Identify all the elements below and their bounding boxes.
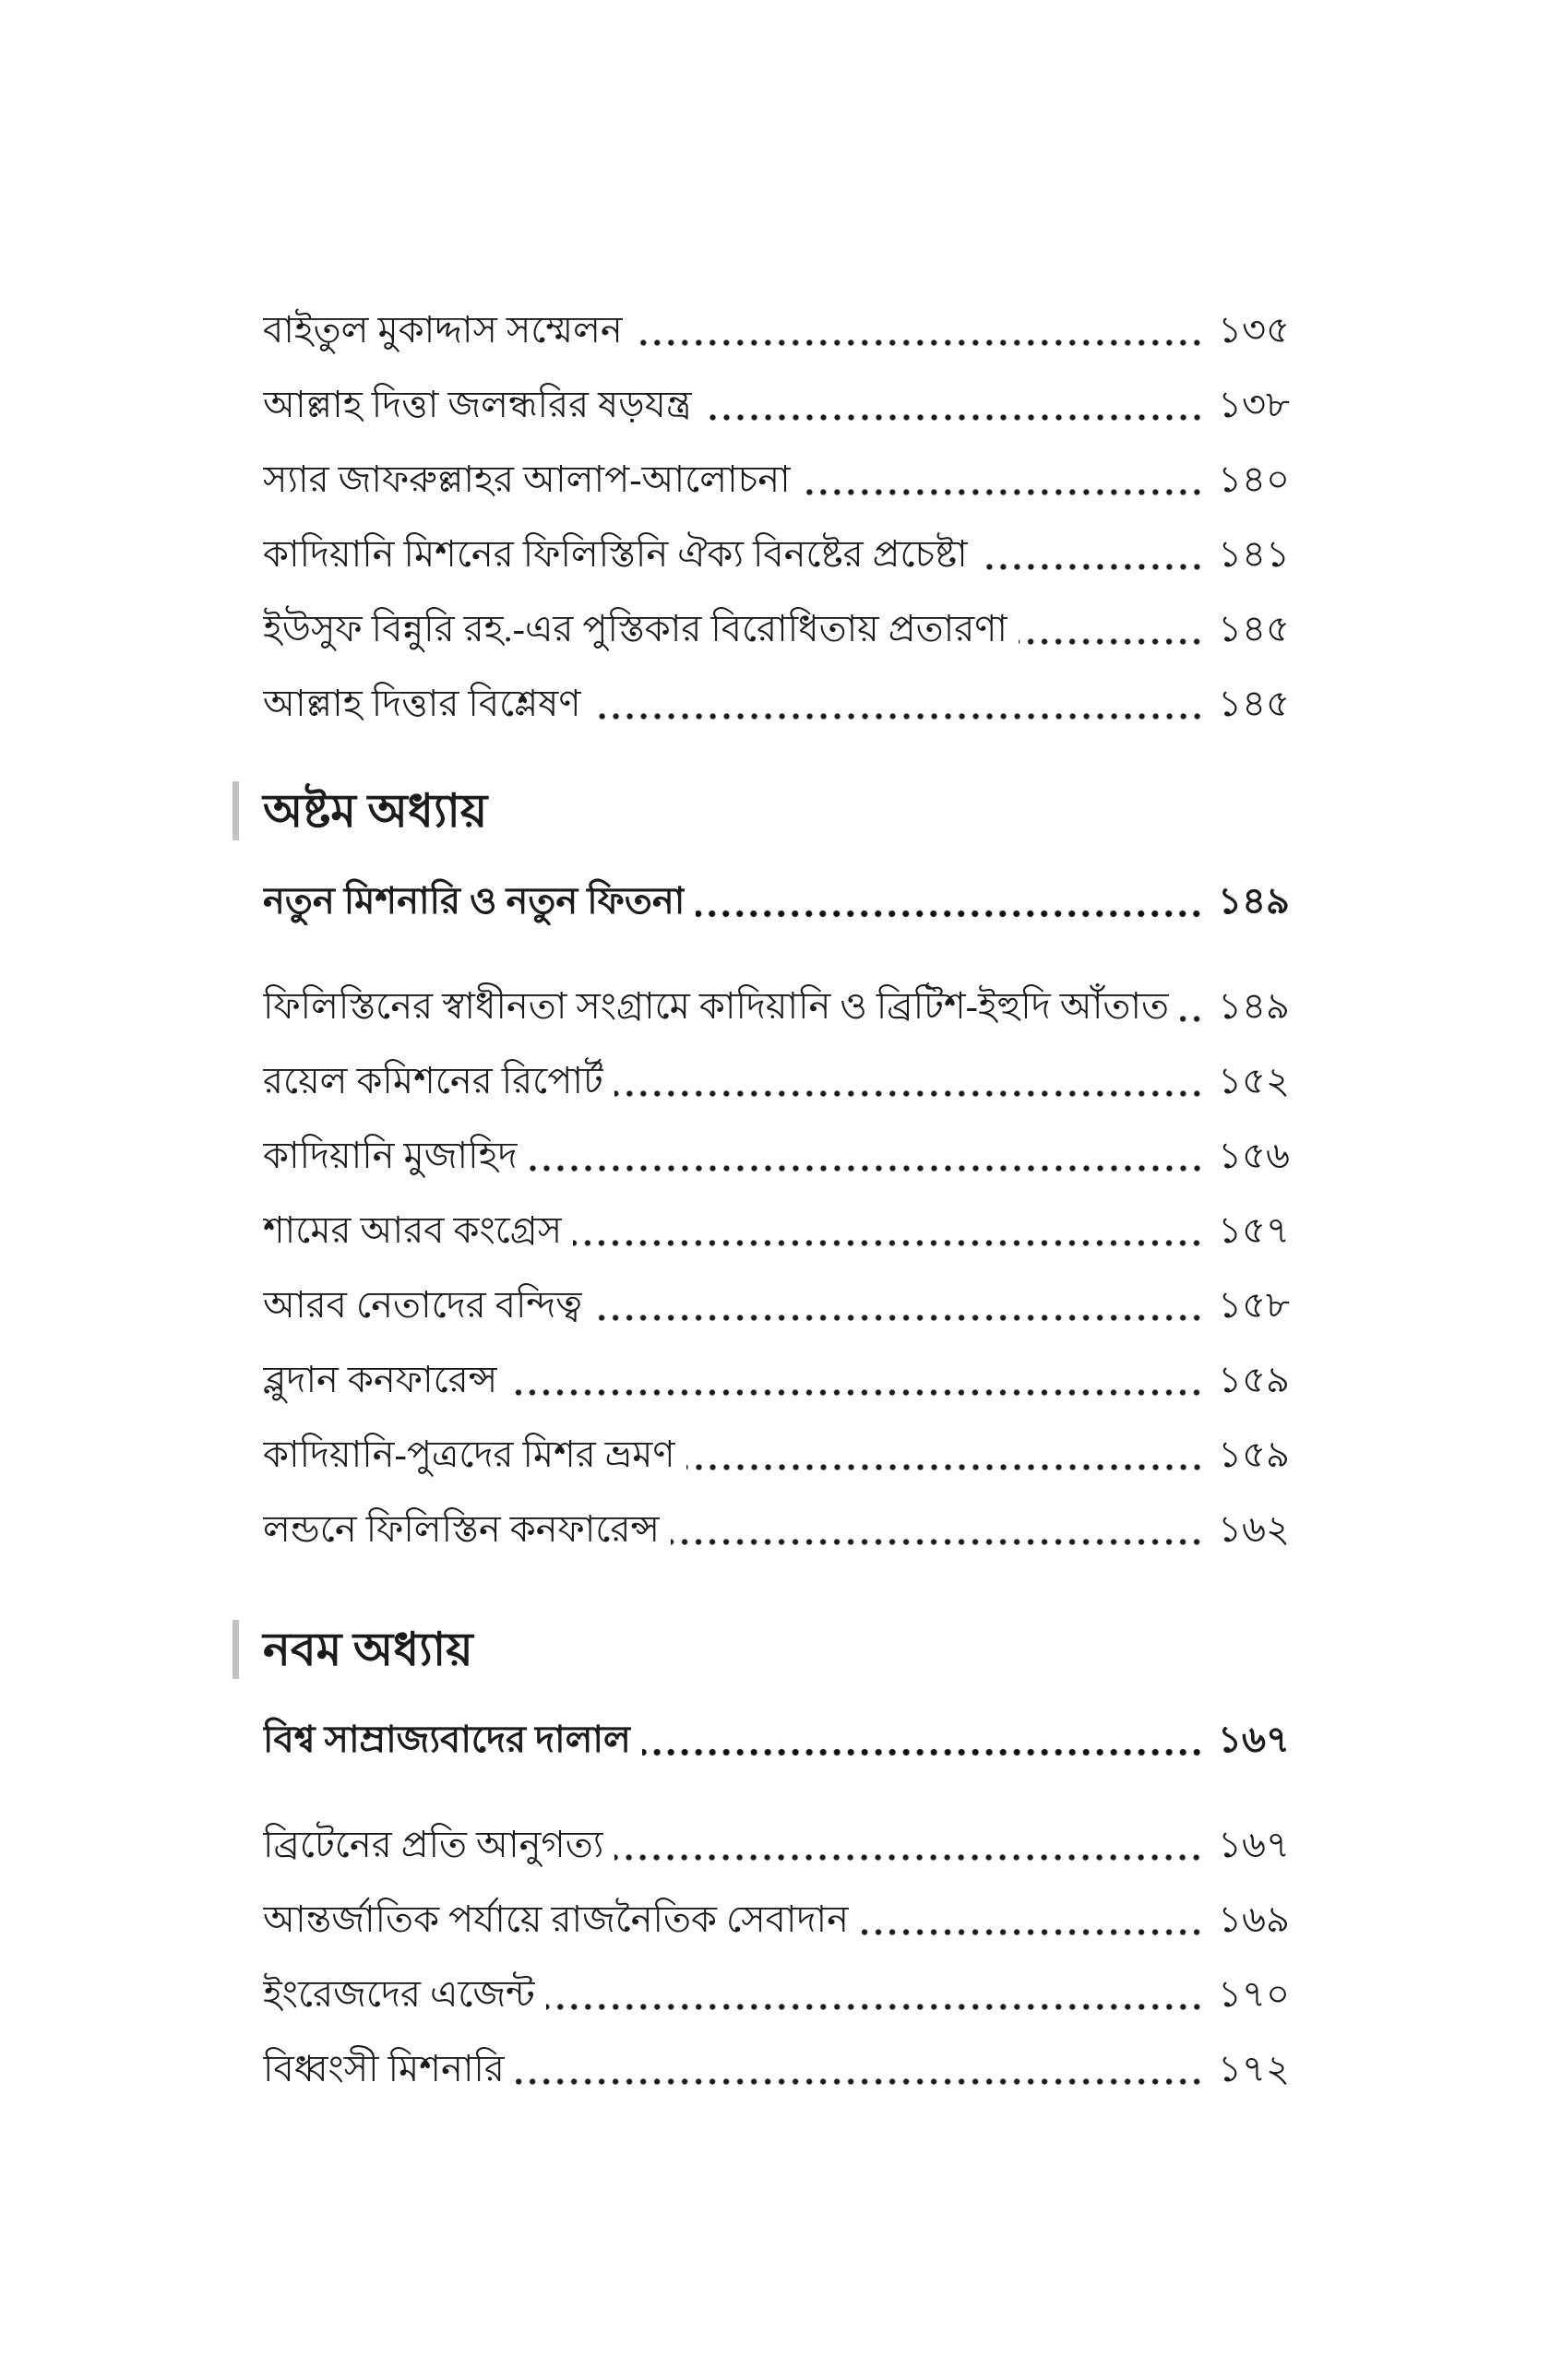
toc-entry bbox=[263, 306, 1290, 354]
toc-entry-chapter-lead bbox=[263, 1716, 1290, 1764]
dot-leader bbox=[516, 2077, 1207, 2086]
toc-entry-title: ব্লুদান কনফারেন্স bbox=[263, 1359, 498, 1400]
toc-entry bbox=[263, 1057, 1290, 1105]
toc-entry bbox=[263, 1505, 1290, 1553]
toc-entry-page: ১৬২ bbox=[1218, 1508, 1290, 1550]
toc-entry-page: ১৪০ bbox=[1218, 458, 1290, 500]
table-of-contents bbox=[263, 306, 1290, 2120]
dot-leader bbox=[703, 413, 1208, 422]
toc-entry-title: কাদিয়ানি মিশনের ফিলিস্তিনি ঐক্য বিনষ্টের প্রচেষ্টা bbox=[263, 533, 968, 575]
chapter-accent-bar bbox=[232, 781, 239, 840]
toc-entry-title: বাইতুল মুকাদ্দাস সম্মেলন bbox=[263, 309, 623, 351]
toc-entry-page: ১৬৭ bbox=[1218, 1719, 1290, 1760]
toc-entry-title: বিধ্বংসী মিশনারি bbox=[263, 2048, 505, 2089]
dot-leader bbox=[696, 910, 1207, 918]
toc-entry-page: ১৫৭ bbox=[1218, 1209, 1290, 1251]
toc-entry-title: রয়েল কমিশনের রিপোর্ট bbox=[263, 1060, 603, 1101]
toc-entry bbox=[263, 530, 1290, 578]
toc-entry-page: ১৫৮ bbox=[1218, 1284, 1290, 1326]
toc-entry bbox=[263, 1132, 1290, 1180]
toc-entry-page: ১৬৭ bbox=[1218, 1824, 1290, 1865]
toc-entry-page: ১৪৯ bbox=[1218, 985, 1290, 1027]
chapter-title: অষ্টম অধ্যায় bbox=[263, 785, 488, 837]
toc-entry bbox=[263, 456, 1290, 504]
toc-entry bbox=[263, 381, 1290, 429]
toc-entry-title: বিশ্ব সাম্রাজ্যবাদের দালাল bbox=[263, 1719, 631, 1760]
toc-entry bbox=[263, 982, 1290, 1030]
toc-entry-title: ফিলিস্তিনের স্বাধীনতা সংগ্রামে কাদিয়ানি ও ব্রিটিশ-ইহুদি আঁতাত bbox=[263, 985, 1170, 1027]
toc-entry-page: ১৭২ bbox=[1218, 2048, 1290, 2089]
toc-entry-page: ১৭০ bbox=[1218, 1973, 1290, 2015]
chapter-title: নবম অধ্যায় bbox=[263, 1624, 473, 1675]
toc-entry-title: শামের আরব কংগ্রেস bbox=[263, 1209, 563, 1251]
toc-entry-title: নতুন মিশনারি ও নতুন ফিতনা bbox=[263, 880, 686, 922]
toc-entry-page: ১৬৯ bbox=[1218, 1898, 1290, 1940]
dot-leader bbox=[860, 1928, 1207, 1936]
toc-entry bbox=[263, 1896, 1290, 1944]
dot-leader bbox=[592, 712, 1208, 720]
chapter-heading-9 bbox=[232, 1620, 1290, 1679]
toc-entry-title: আল্লাহ দিত্তা জলন্ধরির ষড়যন্ত্র bbox=[263, 384, 692, 425]
dot-leader bbox=[671, 1538, 1207, 1546]
toc-entry-page: ১৩৫ bbox=[1218, 309, 1290, 351]
toc-entry bbox=[263, 2045, 1290, 2093]
toc-entry bbox=[263, 1821, 1290, 1869]
dot-leader bbox=[529, 1164, 1207, 1172]
toc-entry-page: ১৫২ bbox=[1218, 1060, 1290, 1101]
toc-entry-page: ১৪৫ bbox=[1218, 608, 1290, 649]
chapter-heading-8 bbox=[232, 781, 1290, 840]
toc-entry-title: ব্রিটেনের প্রতি আনুগত্য bbox=[263, 1824, 604, 1865]
toc-entry bbox=[263, 605, 1290, 653]
toc-entry-page: ১৫৯ bbox=[1218, 1359, 1290, 1400]
dot-leader bbox=[1180, 1015, 1207, 1023]
toc-entry-page: ১৩৮ bbox=[1218, 384, 1290, 425]
toc-entry-title: কাদিয়ানি-পুত্রদের মিশর ভ্রমণ bbox=[263, 1434, 675, 1475]
toc-entry bbox=[263, 1207, 1290, 1255]
toc-entry bbox=[263, 1970, 1290, 2018]
dot-leader bbox=[593, 1314, 1207, 1322]
toc-entry-page: ১৫৯ bbox=[1218, 1434, 1290, 1475]
dot-leader bbox=[1019, 637, 1207, 646]
dot-leader bbox=[546, 2003, 1207, 2011]
dot-leader bbox=[614, 1853, 1207, 1862]
toc-entry-page: ১৪৫ bbox=[1218, 683, 1290, 724]
chapter-accent-bar bbox=[232, 1620, 239, 1679]
toc-entry-title: আন্তর্জাতিক পর্যায়ে রাজনৈতিক সেবাদান bbox=[263, 1898, 849, 1940]
dot-leader bbox=[614, 1089, 1207, 1098]
dot-leader bbox=[642, 1748, 1207, 1756]
toc-entry-page: ১৪৯ bbox=[1218, 880, 1290, 922]
dot-leader bbox=[508, 1388, 1207, 1397]
toc-entry-title: কাদিয়ানি মুজাহিদ bbox=[263, 1135, 518, 1176]
toc-entry-title: ইংরেজদের এজেন্ট bbox=[263, 1973, 535, 2015]
toc-entry bbox=[263, 1356, 1290, 1404]
toc-entry-title: লন্ডনে ফিলিস্তিন কনফারেন্স bbox=[263, 1508, 660, 1550]
toc-entry-title: আরব নেতাদের বন্দিত্ব bbox=[263, 1284, 582, 1326]
toc-entry-chapter-lead bbox=[263, 877, 1290, 925]
dot-leader bbox=[634, 339, 1207, 347]
toc-entry-title: স্যার জাফরুল্লাহর আলাপ-আলোচনা bbox=[263, 458, 791, 500]
toc-entry-page: ১৫৬ bbox=[1218, 1135, 1290, 1176]
toc-entry bbox=[263, 1281, 1290, 1329]
toc-entry bbox=[263, 1431, 1290, 1479]
toc-entry bbox=[263, 680, 1290, 728]
dot-leader bbox=[979, 563, 1207, 571]
dot-leader bbox=[686, 1463, 1208, 1471]
toc-entry-title: ইউসুফ বিন্নুরি রহ.-এর পুস্তিকার বিরোধিতায় প্রতারণা bbox=[263, 608, 1008, 649]
toc-entry-page: ১৪১ bbox=[1218, 533, 1290, 575]
dot-leader bbox=[802, 488, 1207, 496]
dot-leader bbox=[573, 1239, 1207, 1247]
toc-entry-title: আল্লাহ দিত্তার বিশ্লেষণ bbox=[263, 683, 581, 724]
